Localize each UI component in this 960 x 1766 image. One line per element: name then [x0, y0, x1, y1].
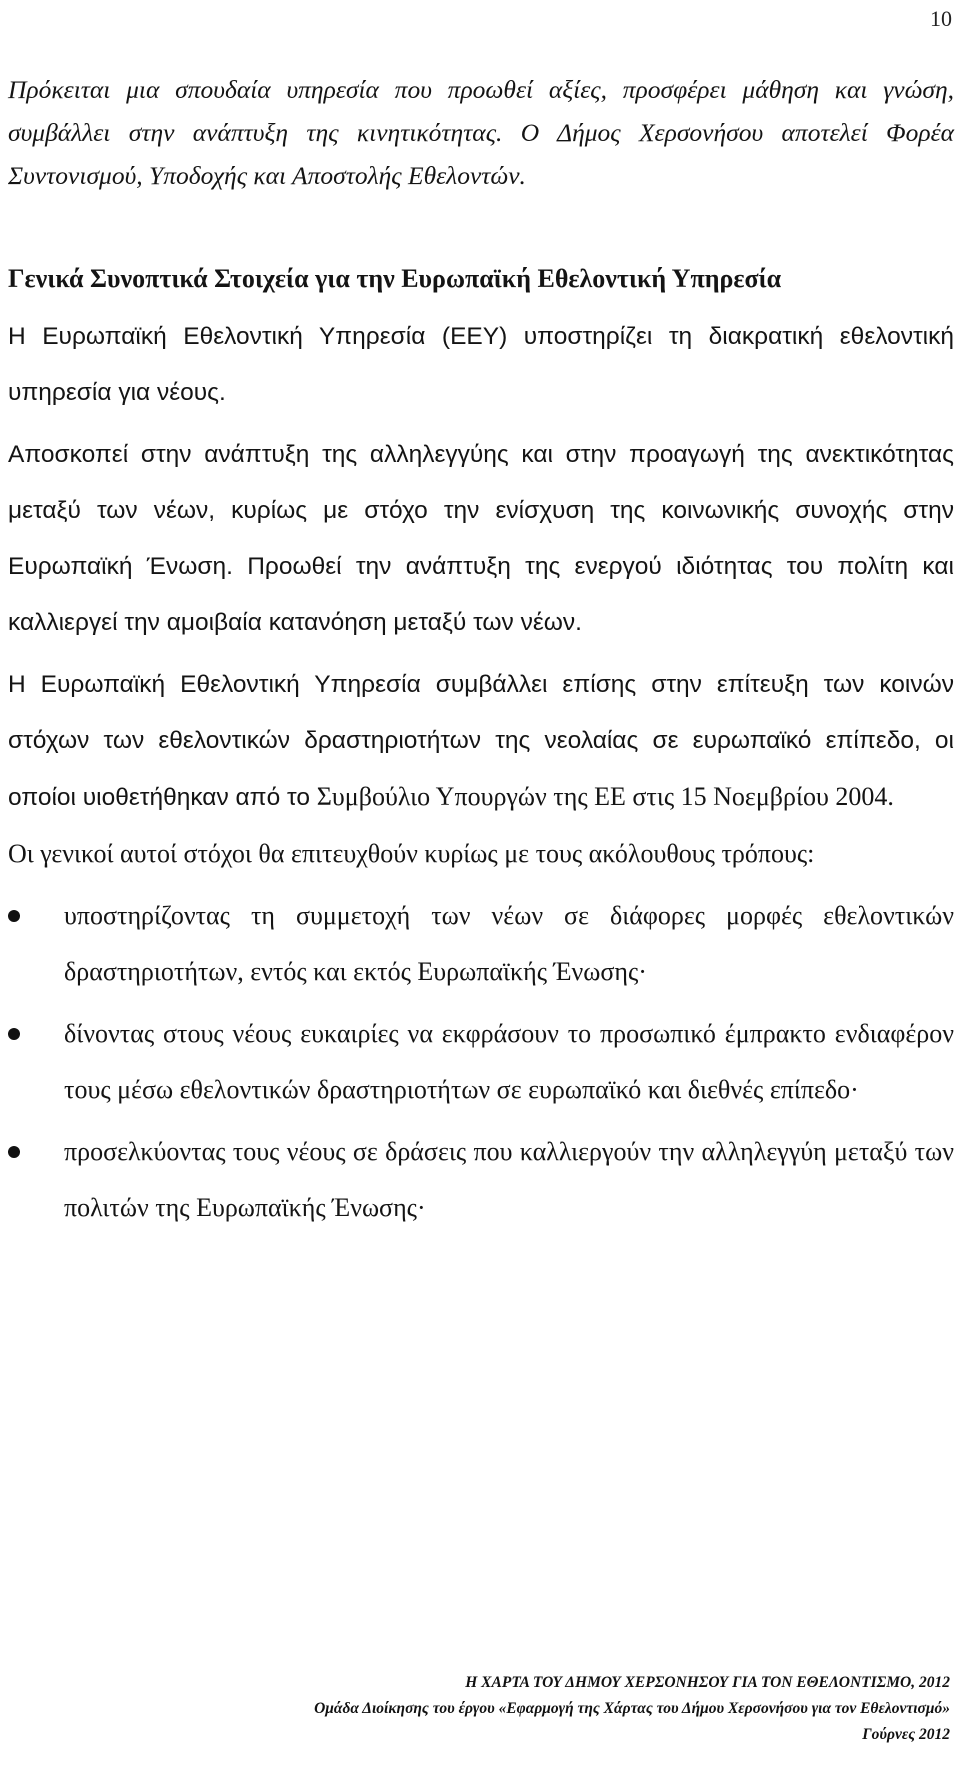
footer-project-team: Ομάδα Διοίκησης του έργου «Εφαρμογή της Χάρτας του Δήμου Χερσονήσου για τον Εθελοντισμό»: [314, 1700, 950, 1717]
list-item-text: προσελκύοντας τους νέους σε δράσεις που καλλιεργούν την αλληλεγγύη μεταξύ των πολιτών της Ευρωπαϊκής Ένωσης·: [64, 1137, 954, 1222]
goals-bullet-list: [8, 888, 954, 1236]
page-number: 10: [930, 6, 952, 31]
list-item-text: υποστηρίζοντας τη συμμετοχή των νέων σε διάφορες μορφές εθελοντικών δραστηριοτήτων, εντός και εκτός Ευρωπαϊκής Ένωσης·: [64, 901, 954, 986]
bullet-icon: [8, 1028, 20, 1040]
footer-title: Η ΧΑΡΤΑ ΤΟΥ ΔΗΜΟΥ ΧΕΡΣΟΝΗΣΟΥ ΓΙΑ ΤΟΝ ΕΘΕΛΟΝΤΙΣΜΟ, 2012: [465, 1674, 950, 1691]
paragraph-eey-support: Η Ευρωπαϊκή Εθελοντική Υπηρεσία (ΕΕΥ) υποστηρίζει τη διακρατική εθελοντική υπηρεσία για νέους.: [8, 323, 954, 406]
bullet-icon: [8, 1146, 20, 1158]
bullet-icon: [8, 910, 20, 922]
list-item: [8, 1124, 954, 1236]
paragraph-general-goals: Οι γενικοί αυτοί στόχοι θα επιτευχθούν κυρίως με τους ακόλουθους τρόπους:: [8, 839, 815, 868]
paragraph-eey-aims: Αποσκοπεί στην ανάπτυξη της αλληλεγγύης και στην προαγωγή της ανεκτικότητας μεταξύ των νέων, κυρίως με στόχο την ενίσχυση της κοινωνικής συνοχής στην Ευρωπαϊκή Ένωση. Προωθεί την ανάπτυξη της ενεργού ιδιότητας του πολίτη και καλλιεργεί την αμοιβαία κατανόηση μεταξύ των νέων.: [8, 441, 954, 636]
page-footer: [314, 1670, 950, 1748]
paragraph-eey-contribution: [8, 657, 954, 826]
intro-paragraph: Πρόκειται μια σπουδαία υπηρεσία που προωθεί αξίες, προσφέρει μάθηση και γνώση, συμβάλλει στην ανάπτυξη της κινητικότητας. Ο Δήμος Χερσονήσου αποτελεί Φορέα Συντονισμού, Υποδοχής και Αποστολής Εθελοντών.: [8, 75, 954, 190]
paragraph-eey-contribution-part2: Συμβούλιο Υπουργών της ΕΕ στις 15 Νοεμβρίου 2004.: [316, 782, 894, 811]
page-content: [8, 68, 954, 1242]
list-item-text: δίνοντας στους νέους ευκαιρίες να εκφράσουν το προσωπικό έμπρακτο ενδιαφέρον τους μέσω εθελοντικών δραστηριοτήτων σε ευρωπαϊκό και διεθνές επίπεδο·: [64, 1019, 954, 1104]
paragraph-eey-contribution-part1: Η Ευρωπαϊκή Εθελοντική Υπηρεσία συμβάλλει επίσης στην επίτευξη των κοινών στόχων των εθελοντικών δραστηριοτήτων της νεολαίας σε ευρωπαϊκό επίπεδο, οι οποίοι υιοθετήθηκαν από το: [8, 671, 954, 811]
list-item: [8, 888, 954, 1000]
section-heading: Γενικά Συνοπτικά Στοιχεία για την Ευρωπαϊκή Εθελοντική Υπηρεσία: [8, 264, 782, 293]
list-item: [8, 1006, 954, 1118]
footer-place-date: Γούρνες 2012: [862, 1726, 950, 1743]
